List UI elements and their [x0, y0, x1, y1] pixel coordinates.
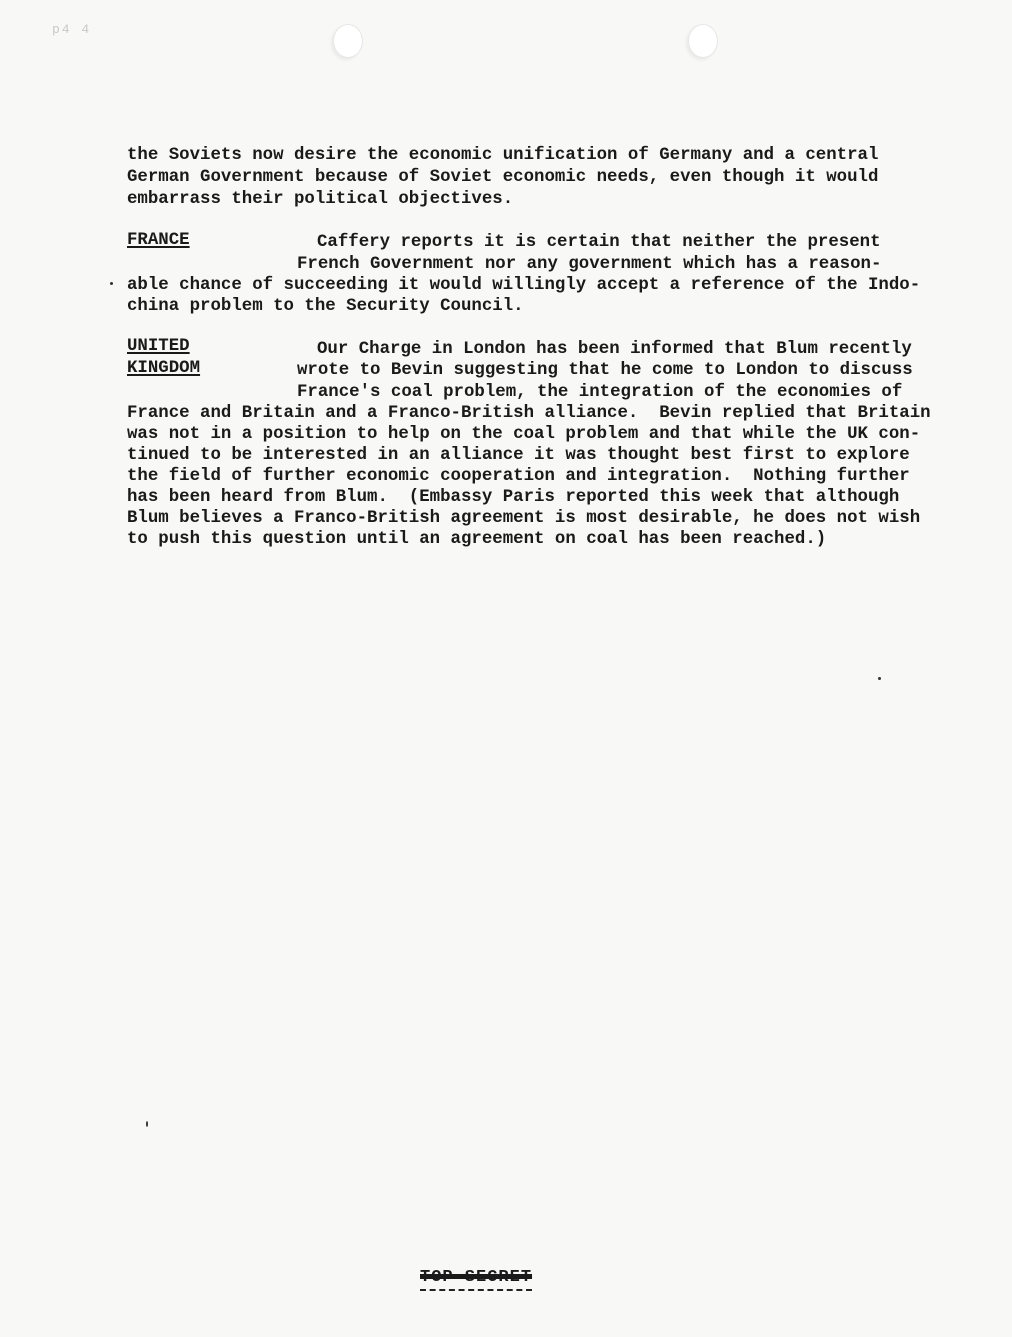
intro-line-1: the Soviets now desire the economic unification of Germany and a central [127, 146, 879, 165]
scan-speck [110, 282, 113, 285]
scan-speck [878, 677, 881, 680]
punch-hole-right [688, 24, 718, 58]
uk-line-4: France and Britain and a Franco-British alliance. Bevin replied that Britain [127, 404, 931, 423]
uk-heading-line-2: KINGDOM [127, 359, 201, 378]
uk-line-9: Blum believes a Franco-British agreement is most desirable, he does not wish [127, 509, 921, 528]
faint-corner-mark: p4 4 [52, 22, 92, 37]
punch-hole-left [333, 24, 363, 58]
uk-line-10: to push this question until an agreement on coal has been reached.) [127, 530, 827, 549]
uk-line-8: has been heard from Blum. (Embassy Paris reported this week that although [127, 488, 900, 507]
uk-heading-line-1: UNITED [127, 337, 190, 356]
scan-speck [146, 1121, 148, 1127]
france-line-1: Caffery reports it is certain that neither the present [317, 233, 881, 252]
france-line-4: china problem to the Security Council. [127, 297, 524, 316]
uk-line-3: France's coal problem, the integration of the economies of [297, 383, 903, 402]
uk-line-1: Our Charge in London has been informed that Blum recently [317, 340, 912, 359]
uk-line-6: tinued to be interested in an alliance it was thought best first to explore [127, 446, 910, 465]
classification-stamp: TOP SECRET [420, 1268, 533, 1287]
france-line-3: able chance of succeeding it would willingly accept a reference of the Indo- [127, 276, 921, 295]
intro-line-2: German Government because of Soviet economic needs, even though it would [127, 168, 879, 187]
france-heading: FRANCE [127, 231, 190, 250]
uk-line-7: the field of further economic cooperation and integration. Nothing further [127, 467, 910, 486]
france-line-2: French Government nor any government which has a reason- [297, 255, 882, 274]
intro-line-3: embarrass their political objectives. [127, 190, 514, 209]
uk-line-2: wrote to Bevin suggesting that he come to London to discuss [297, 361, 913, 380]
uk-line-5: was not in a position to help on the coal problem and that while the UK con- [127, 425, 921, 444]
